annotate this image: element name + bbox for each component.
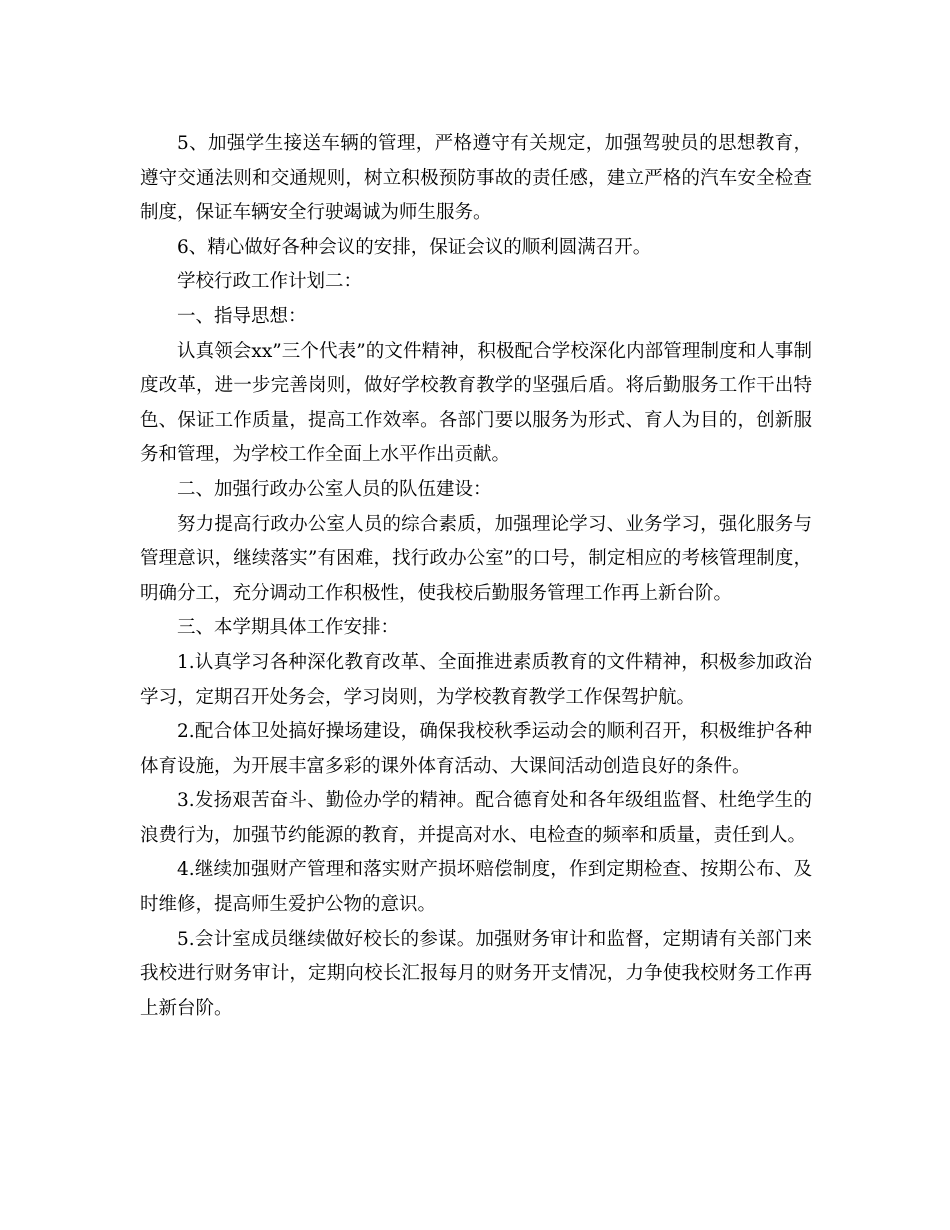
paragraph-arrangement-5: 5.会计室成员继续做好校长的参谋。加强财务审计和监督，定期请有关部门来我校进行财务审计，定期向校长汇报每月的财务开支情况，力争使我校财务工作再上新台阶。 [140, 928, 812, 1019]
paragraph-guiding-thought: 认真领会xx”三个代表”的文件精神，积极配合学校深化内部管理制度和人事制度改革，进一步完善岗则，做好学校教育教学的坚强后盾。将后勤服务工作干出特色、保证工作质量，提高工作效率。各部门要以服务为形式、育人为目的，创新服务和管理，为学校工作全面上水平作出贡献。 [140, 340, 812, 466]
paragraph-arrangement-2: 2.配合体卫处搞好操场建设，确保我校秋季运动会的顺利召开，积极维护各种体育设施，为开展丰富多彩的课外体育活动、大课间活动创造良好的条件。 [140, 721, 812, 777]
paragraph-item-6: 6、精心做好各种会议的安排，保证会议的顺利圆满召开。 [177, 236, 652, 258]
paragraph-arrangement-4: 4.继续加强财产管理和落实财产损坏赔偿制度，作到定期检查、按期公布、及时维修，提高师生爱护公物的意识。 [140, 859, 812, 916]
heading-work-arrangement: 三、本学期具体工作安排： [177, 617, 400, 639]
document-body [140, 127, 812, 1026]
paragraph-item-5: 5、加强学生接送车辆的管理，严格遵守有关规定，加强驾驶员的思想教育，遵守交通法则和交通规则，树立积极预防事故的责任感，建立严格的汽车安全检查制度，保证车辆安全行驶竭诚为师生服务。 [140, 133, 812, 224]
heading-team-building: 二、加强行政办公室人员的队伍建设： [177, 478, 492, 500]
heading-guiding-thought: 一、指导思想： [177, 305, 307, 327]
paragraph-arrangement-3: 3.发扬艰苦奋斗、勤俭办学的精神。配合德育处和各年级组监督、杜绝学生的浪费行为，加强节约能源的教育，并提高对水、电检查的频率和质量，责任到人。 [140, 790, 812, 846]
paragraph-arrangement-1: 1.认真学习各种深化教育改革、全面推进素质教育的文件精神，积极参加政治学习，定期召开处务会，学习岗则，为学校教育教学工作保驾护航。 [140, 651, 812, 708]
section-title-plan-two: 学校行政工作计划二： [177, 271, 363, 293]
paragraph-team-building: 努力提高行政办公室人员的综合素质，加强理论学习、业务学习，强化服务与管理意识，继续落实”有困难，找行政办公室”的口号，制定相应的考核管理制度，明确分工，充分调动工作积极性，使我校后勤服务管理工作再上新台阶。 [140, 513, 812, 604]
